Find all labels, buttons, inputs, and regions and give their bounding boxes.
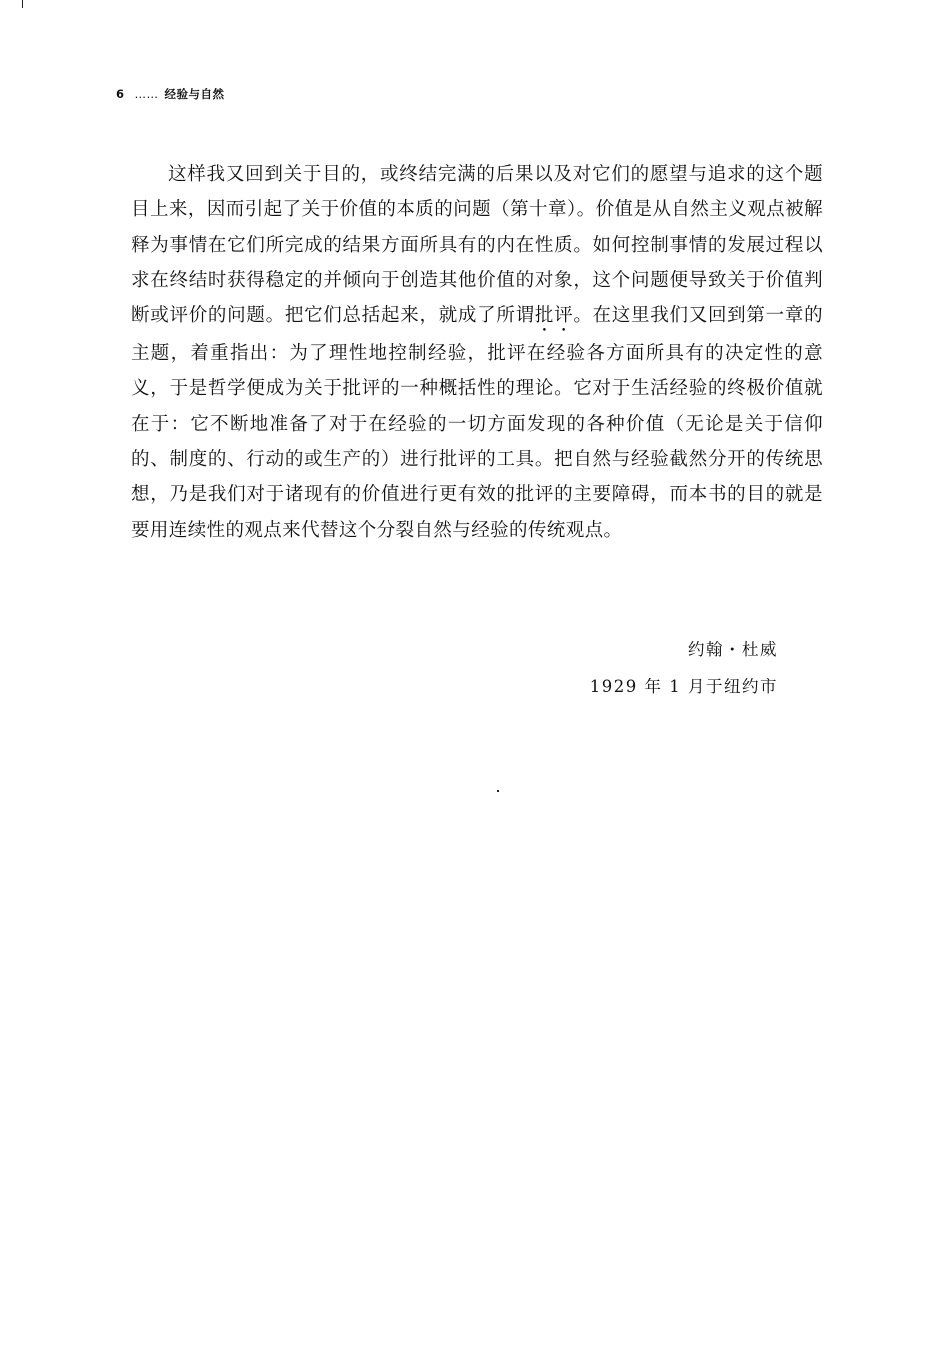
running-header — [116, 86, 225, 102]
date-place: 1929 年 1 月于纽约市 — [589, 677, 778, 696]
scan-edge-mark — [22, 0, 23, 8]
page-number: 6 — [116, 87, 125, 101]
body-text-part-2: 。在这里我们又回到第一章的主题，着重指出：为了理性地控制经验，批评在经验各方面所具有的决定性的意义，于是哲学便成为关于批评的一种概括性的理论。它对于生活经验的终极价值就在于：它不断地准备了对于在经验的一切方面发现的各种价值（无论是关于信仰的、制度的、行动的或生产的）进行批评的工具。把自然与经验截然分开的传统思想，乃是我们对于诸现有的价值进行更有效的批评的主要障碍，而本书的目的就是要用连续性的观点来代替这个分裂自然与经验的传统观点。 — [131, 305, 823, 541]
header-separator: …… — [134, 87, 159, 101]
author-name: 约翰・杜威 — [688, 640, 778, 659]
emphasized-term: 批评 — [534, 305, 574, 327]
signature-block — [560, 631, 778, 705]
scan-speck — [497, 790, 499, 792]
body-paragraph — [131, 157, 823, 548]
body-text-part-1: 这样我又回到关于目的，或终结完满的后果以及对它们的愿望与追求的这个题目上来，因而引起了关于价值的本质的问题（第十章）。价值是从自然主义观点被解释为事情在它们所完成的结果方面所具有的内在性质。如何控制事情的发展过程以求在终结时获得稳定的并倾向于创造其他价值的对象，这个问题便导致关于价值判断或评价的问题。把它们总括起来，就成了所谓 — [131, 164, 823, 327]
book-title: 经验与自然 — [164, 87, 225, 101]
